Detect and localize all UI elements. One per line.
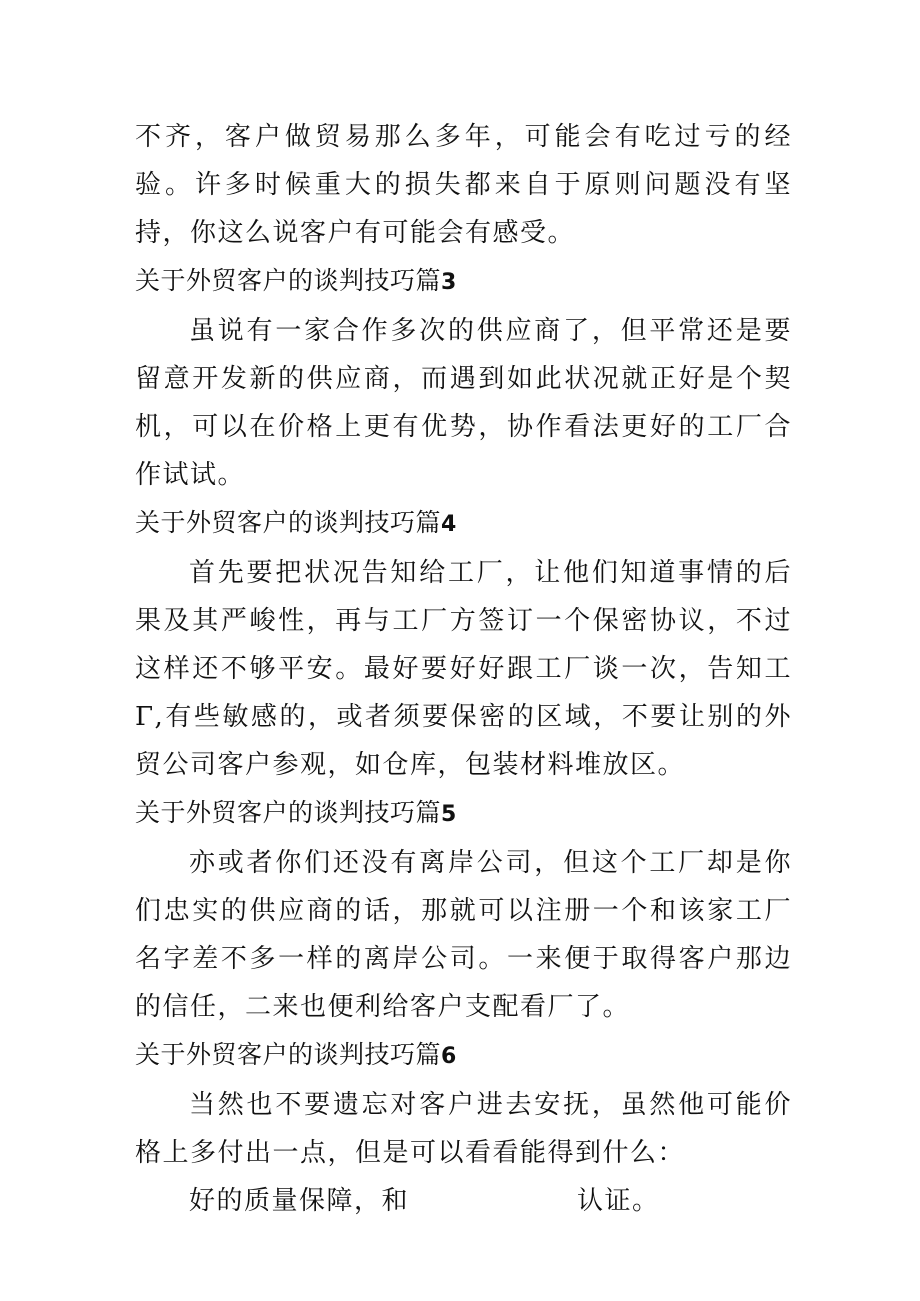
line-left-text: 好的质量保障，和 — [189, 1186, 410, 1216]
paragraph-1: 不齐，客户做贸易那么多年，可能会有吃过亏的经验。许多时候重大的损失都来自于原则问题没有坚持，你这么说客户有可能会有感受。 — [135, 122, 792, 248]
paragraph-2: 虽说有一家合作多次的供应商了，但平常还是要留意开发新的供应商，而遇到如此状况就正好是个契机，可以在价格上更有优势，协作看法更好的工厂合作试试。 — [135, 316, 792, 490]
section-heading-5 — [135, 789, 792, 839]
section-heading-3 — [135, 257, 792, 307]
heading-text: 关于外贸客户的谈判技巧篇 — [135, 266, 442, 295]
line-right-text: 认证。 — [577, 1186, 660, 1216]
heading-number: 3 — [441, 270, 457, 295]
section-heading-6 — [135, 1031, 792, 1081]
paragraph-3: 首先要把状况告知给工厂，让他们知道事情的后果及其严峻性，再与工厂方签订一个保密协议，不过这样还不够平安。最好要好好跟工厂谈一次，告知工Γ,有些敏感的，或者须要保密的区域，不要让别的外贸公司客户参观，如仓库，包装材料堆放区。 — [135, 558, 792, 780]
heading-text: 关于外贸客户的谈判技巧篇 — [135, 508, 442, 537]
heading-text: 关于外贸客户的谈判技巧篇 — [135, 798, 442, 827]
heading-number: 6 — [441, 1044, 457, 1069]
section-heading-4 — [135, 499, 792, 549]
paragraph-4: 亦或者你们还没有离岸公司，但这个工厂却是你们忠实的供应商的话，那就可以注册一个和该家工厂名字差不多一样的离岸公司。一来便于取得客户那边的信任，二来也便利给客户支配看厂了。 — [135, 848, 792, 1022]
paragraph-6 — [135, 1177, 792, 1225]
heading-number: 4 — [441, 512, 457, 537]
heading-number: 5 — [441, 802, 457, 827]
heading-text: 关于外贸客户的谈判技巧篇 — [135, 1040, 442, 1069]
paragraph-5: 当然也不要遗忘对客户进去安抚，虽然他可能价格上多付出一点，但是可以看看能得到什么： — [135, 1090, 792, 1168]
